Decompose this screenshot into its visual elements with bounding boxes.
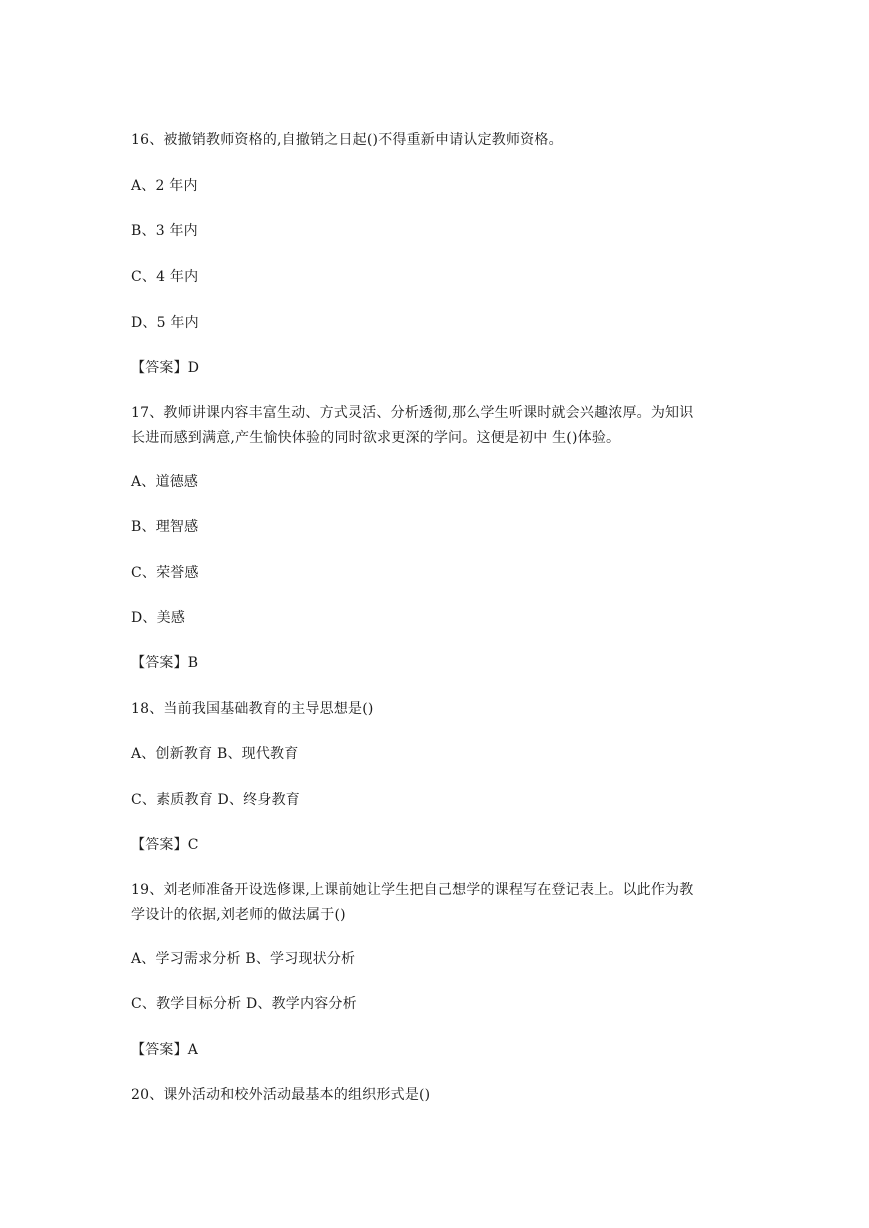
question-18-answer: 【答案】C (131, 837, 199, 853)
question-17-stem-line-1: 17、教师讲课内容丰富生动、方式灵活、分析透彻,那么学生听课时就会兴趣浓厚。为知识 (131, 405, 694, 421)
question-17-option-b: B、理智感 (131, 519, 199, 535)
question-16-stem: 16、被撤销教师资格的,自撤销之日起()不得重新申请认定教师资格。 (131, 132, 563, 148)
question-16-option-c: C、4 年内 (131, 269, 199, 285)
question-17-stem-line-2: 长进而感到满意,产生愉快体验的同时欲求更深的学问。这便是初中 生()体验。 (131, 430, 621, 446)
question-19-options-ab: A、学习需求分析 B、学习现状分析 (131, 951, 356, 967)
question-17-answer: 【答案】B (131, 655, 199, 671)
question-16-answer: 【答案】D (131, 360, 200, 376)
question-19-options-cd: C、教学目标分析 D、教学内容分析 (131, 996, 357, 1012)
question-20-stem: 20、课外活动和校外活动最基本的组织形式是() (131, 1087, 431, 1103)
question-18-options-cd: C、素质教育 D、终身教育 (131, 792, 300, 808)
question-16-option-b: B、3 年内 (131, 223, 198, 239)
question-16-option-d: D、5 年内 (131, 315, 199, 331)
question-17-option-d: D、美感 (131, 610, 186, 626)
question-17-option-c: C、荣誉感 (131, 565, 199, 581)
question-17-option-a: A、道德感 (131, 474, 199, 490)
question-16-option-a: A、2 年内 (131, 178, 198, 194)
question-18-options-ab: A、创新教育 B、现代教育 (131, 746, 299, 762)
question-19-stem-line-2: 学设计的依据,刘老师的做法属于() (131, 907, 346, 923)
question-19-stem-line-1: 19、刘老师准备开设选修课,上课前她让学生把自己想学的课程写在登记表上。以此作为教 (131, 882, 694, 898)
question-18-stem: 18、当前我国基础教育的主导思想是() (131, 701, 374, 717)
question-19-answer: 【答案】A (131, 1042, 199, 1058)
